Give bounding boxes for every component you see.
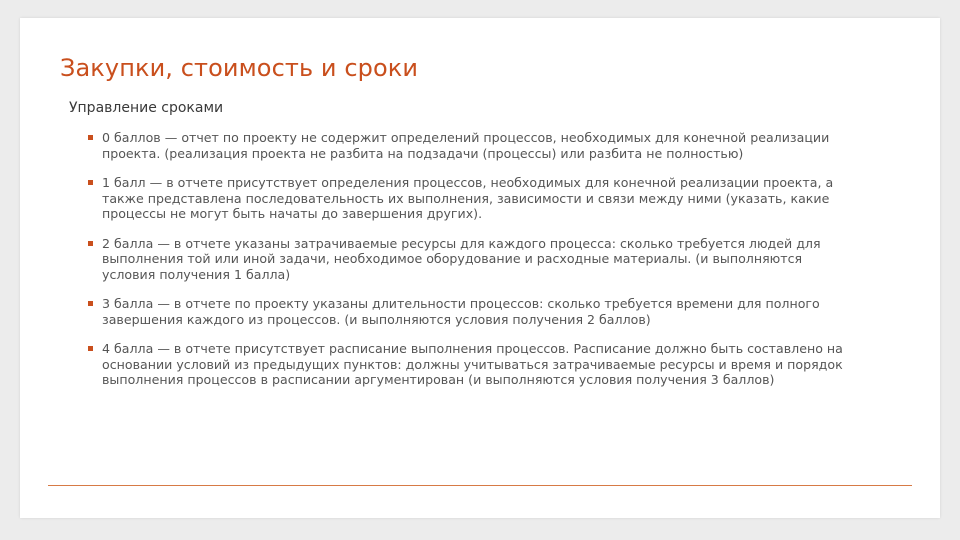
list-item [88, 296, 848, 327]
square-bullet-icon [88, 180, 93, 185]
slide [20, 18, 940, 518]
list-item [88, 341, 848, 388]
list-item-text: 0 баллов — отчет по проекту не содержит определений процессов, необходимых для конечной реализации проекта. (реализация проекта не разбита на подзадачи (процессы) или разбита не полностью) [102, 130, 830, 161]
square-bullet-icon [88, 135, 93, 140]
list-item-text: 4 балла — в отчете присутствует расписание выполнения процессов. Расписание должно быть составлено на основании условий из предыдущих пунктов: должны учитываться затрачиваемые ресурсы и время и порядок выполнения процессов в расписании аргументирован (и выполняются условия получения 3 баллов) [102, 341, 843, 387]
square-bullet-icon [88, 241, 93, 246]
slide-title: Закупки, стоимость и сроки [60, 54, 419, 82]
list-item-text: 1 балл — в отчете присутствует определения процессов, необходимых для конечной реализации проекта, а также представлена последовательность их выполнения, зависимости и связи между ними (указать, какие процессы не могут быть начаты до завершения других). [102, 175, 834, 221]
criteria-list [88, 130, 848, 402]
list-item [88, 236, 848, 283]
square-bullet-icon [88, 346, 93, 351]
slide-subtitle: Управление сроками [69, 100, 224, 116]
list-item-text: 3 балла — в отчете по проекту указаны длительности процессов: сколько требуется времени для полного завершения каждого из процессов. (и выполняются условия получения 2 баллов) [102, 296, 820, 327]
square-bullet-icon [88, 301, 93, 306]
footer-divider [48, 485, 912, 486]
list-item-text: 2 балла — в отчете указаны затрачиваемые ресурсы для каждого процесса: сколько требуется людей для выполнения той или иной задачи, необходимое оборудование и расходные материалы. (и выполняются условия получения 1 балла) [102, 235, 821, 282]
list-item [88, 130, 848, 161]
list-item [88, 175, 848, 222]
